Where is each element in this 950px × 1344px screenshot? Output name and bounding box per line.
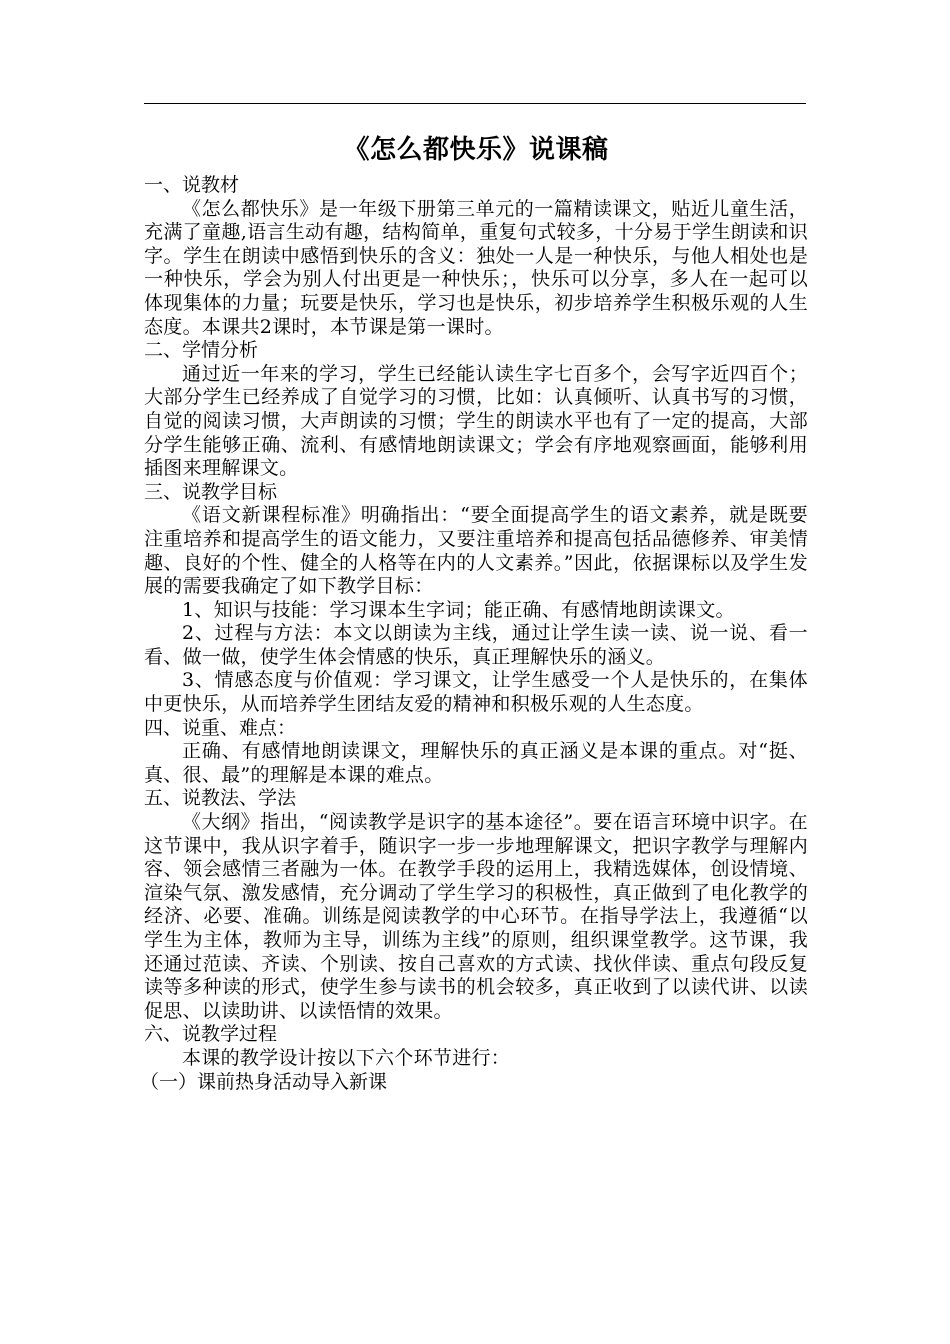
goal-item: 1、知识与技能：学习课本生字词；能正确、有感情地朗读课文。 [182,598,735,621]
goal-item: 3、情感态度与价值观：学习课文，让学生感受一个人是快乐的，在集体中更快乐，从而培养学生团结友爱的精神和积极乐观的人生态度。 [144,669,808,716]
section-heading: 四、说重、难点： [144,716,297,739]
section-heading: 三、说教学目标 [144,480,278,503]
section-heading: 五、说教法、学法 [144,787,297,810]
section-heading: 二、学情分析 [144,339,259,362]
document-title: 《怎么都快乐》说课稿 [343,135,609,165]
section-key-points [144,717,808,788]
section-learner-analysis [144,339,808,481]
section-teaching-methods [144,787,808,1023]
paragraph: 《大纲》指出，“阅读教学是识字的基本途径”。要在语言环境中识字。在这节课中，我从识字着手，随识字一步一步地理解课文，把识字教学与理解内容、领会感情三者融为一体。在教学手段的运用上，我精选媒体，创设情境、渲染气氛、激发感情，充分调动了学生学习的积极性，真正做到了电化教学的经济、必要、准确。训练是阅读教学的中心环节。在指导学法上，我遵循“以学生为主体，教师为主导，训练为主线”的原则，组织课堂教学。这节课，我还通过范读、齐读、个别读、按自己喜欢的方式读、找伙伴读、重点句段反复读等多种读的形式，使学生参与读书的机会较多，真正收到了以读代讲、以读促思、以读助讲、以读悟情的效果。 [144,811,808,1022]
goal-item: 2、过程与方法：本文以朗读为主线，通过让学生读一读、说一说、看一看、做一做，使学生体会情感的快乐，真正理解快乐的涵义。 [144,622,808,668]
section-heading: 一、说教材 [144,174,240,196]
header-rule [144,103,806,104]
section-teaching-process [140,1023,808,1094]
section-heading: 六、说教学过程 [144,1023,278,1046]
paragraph: 通过近一年来的学习，学生已经能认读生字七百多个，会写字近四百个；大部分学生已经养成了自觉学习的习惯，比如：认真倾听、认真书写的习惯，自觉的阅读习惯，大声朗读的习惯；学生的朗读水平也有了一定的提高，大部分学生能够正确、流利、有感情地朗读课文；学会有序地观察画面，能够利用插图来理解课文。 [144,362,808,480]
section-teaching-goals [144,481,808,717]
paragraph: 《语文新课程标准》明确指出：“要全面提高学生的语文素养，就是既要注重培养和提高学生的语文能力，又要注重培养和提高包括品德修养、审美情趣、良好的个性、健全的人格等在内的人文素养。”因此，依据课标以及学生发展的需要我确定了如下教学目标： [144,504,808,598]
paragraph: 《怎么都快乐》是一年级下册第三单元的一篇精读课文，贴近儿童生活，充满了童趣,语言生动有趣，结构简单，重复句式较多，十分易于学生朗读和识字。学生在朗读中感悟到快乐的含义：独处一人是一种快乐，与他人相处也是一种快乐，学会为别人付出更是一种快乐；，快乐可以分享，多人在一起可以体现集体的力量；玩要是快乐，学习也是快乐，初步培养学生积极乐观的人生态度。本课共2课时，本节课是第一课时。 [144,197,808,338]
document-body [140,128,808,1094]
section-teaching-material [144,174,808,339]
subsection-heading: （一）课前热身活动导入新课 [140,1070,388,1093]
paragraph: 正确、有感情地朗读课文，理解快乐的真正涵义是本课的重点。对“挺、真、很、最”的理解是本课的难点。 [144,740,808,786]
paragraph: 本课的教学设计按以下六个环节进行： [182,1046,511,1069]
